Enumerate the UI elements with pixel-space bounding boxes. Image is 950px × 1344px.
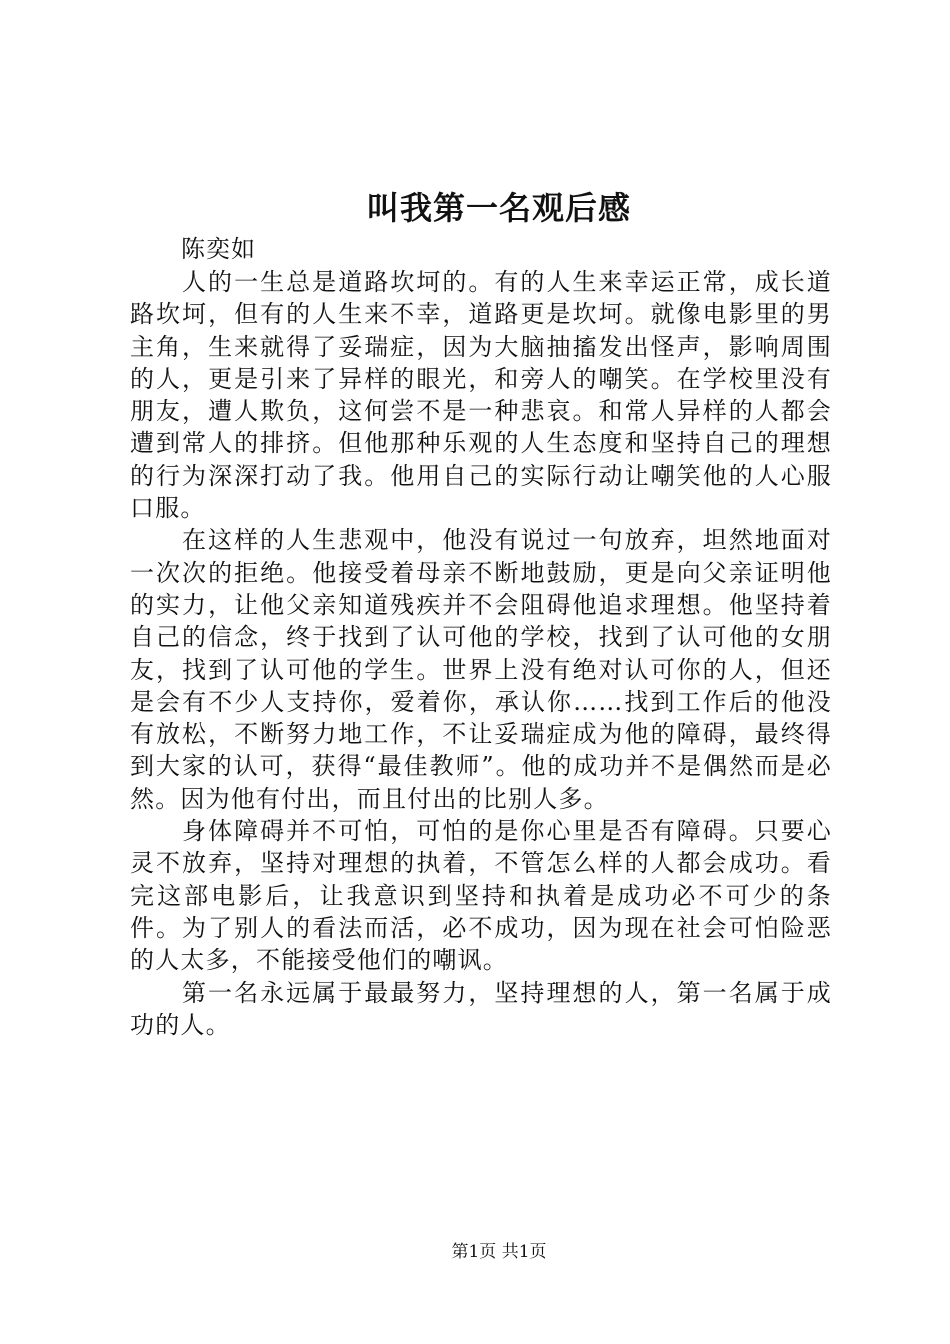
paragraph: 第一名永远属于最最努力，坚持理想的人，第一名属于成功的人。 [130, 978, 832, 1039]
paragraph: 人的一生总是道路坎坷的。有的人生来幸运正常，成长道路坎坷，但有的人生来不幸，道路更是坎坷。就像电影里的男主角，生来就得了妥瑞症，因为大脑抽搐发出怪声，影响周围的人，更是引来了异样的眼光，和旁人的嘲笑。在学校里没有朋友，遭人欺负，这何尝不是一种悲哀。和常人异样的人都会遭到常人的排挤。但他那种乐观的人生态度和坚持自己的理想的行为深深打动了我。他用自己的实际行动让嘲笑他的人心服口服。 [130, 268, 832, 523]
paragraph: 身体障碍并不可怕，可怕的是你心里是否有障碍。只要心灵不放弃，坚持对理想的执着，不管怎么样的人都会成功。看完这部电影后，让我意识到坚持和执着是成功必不可少的条件。为了别人的看法而活，必不成功，因为现在社会可怕险恶的人太多，不能接受他们的嘲讽。 [130, 817, 832, 975]
author-name: 陈奕如 [181, 235, 256, 263]
page-number-footer: 第1页 共1页 [451, 1242, 547, 1262]
document-title: 叫我第一名观后感 [366, 189, 631, 227]
document-body [130, 266, 832, 1041]
paragraph: 在这样的人生悲观中，他没有说过一句放弃，坦然地面对一次次的拒绝。他接受着母亲不断地鼓励，更是向父亲证明他的实力，让他父亲知道残疾并不会阻碍他追求理想。他坚持着自己的信念，终于找到了认可他的学校，找到了认可他的女朋友，找到了认可他的学生。世界上没有绝对认可你的人，但还是会有不少人支持你，爱着你，承认你……找到工作后的他没有放松，不断努力地工作，不让妥瑞症成为他的障碍，最终得到大家的认可，获得“最佳教师”。他的成功并不是偶然而是必然。因为他有付出，而且付出的比别人多。 [130, 526, 832, 813]
